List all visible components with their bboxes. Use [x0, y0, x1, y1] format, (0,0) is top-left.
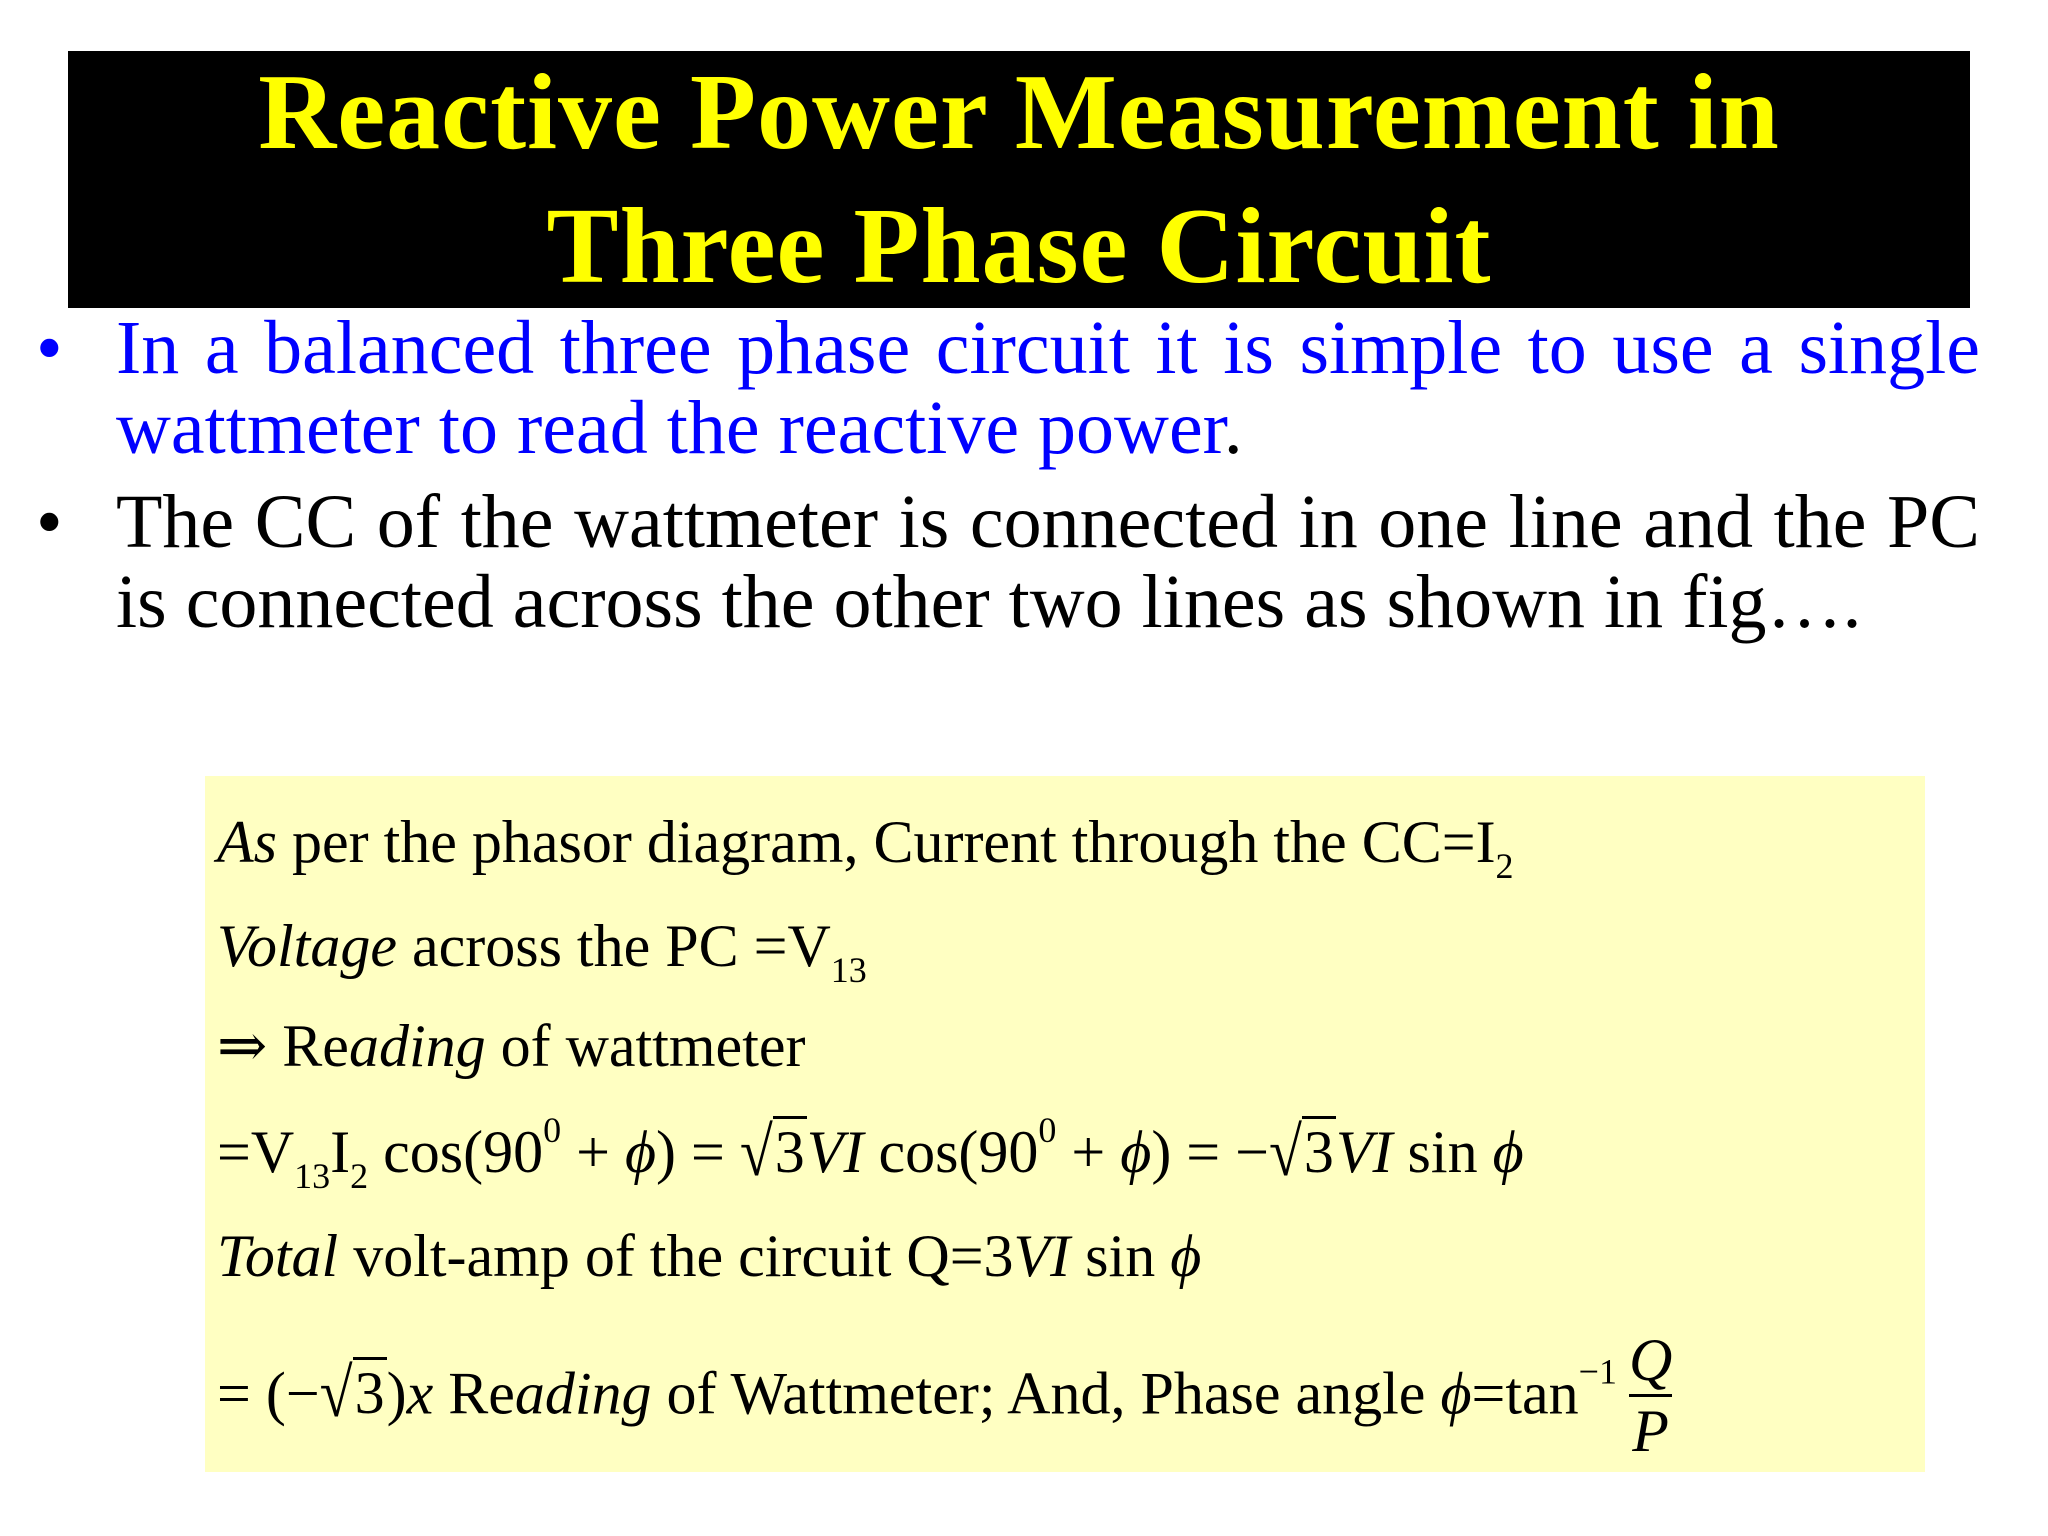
- formula-italic-word: VI: [806, 1119, 864, 1185]
- formula-text: per the phasor diagram, Current through the CC=I: [277, 809, 1496, 875]
- phi-symbol: ϕ: [1120, 1119, 1152, 1185]
- formula-text: =V: [217, 1119, 295, 1185]
- bullet-list: [30, 308, 1980, 642]
- radicand: 3: [353, 1357, 387, 1426]
- title-line-2: Three Phase Circuit: [546, 186, 1492, 306]
- superscript: 0: [543, 1110, 562, 1150]
- superscript: −1: [1578, 1351, 1617, 1392]
- phi-symbol: ϕ: [1170, 1223, 1202, 1289]
- formula-text: I: [330, 1119, 351, 1185]
- formula-line-reading: [217, 1013, 806, 1079]
- formula-italic-word: ading: [348, 1013, 486, 1079]
- formula-text: across the PC =V: [396, 913, 831, 979]
- implies-arrow: ⇒: [217, 1013, 268, 1079]
- bullet-dot: •: [36, 306, 63, 390]
- formula-line-phase-angle: [217, 1327, 1673, 1467]
- formula-italic-word: Voltage: [217, 913, 397, 979]
- formula-text: of Wattmeter; And, Phase angle: [651, 1360, 1441, 1427]
- formula-italic-word: x: [406, 1360, 434, 1427]
- bullet-item-1: [30, 308, 1980, 468]
- formula-italic-word: VI: [1335, 1119, 1393, 1185]
- formula-text: of wattmeter: [485, 1013, 806, 1079]
- formula-text: =tan: [1471, 1360, 1579, 1427]
- radicand: 3: [773, 1116, 807, 1185]
- formula-text: ) = −: [1151, 1119, 1269, 1185]
- radicand: 3: [1302, 1116, 1336, 1185]
- formula-text: Re: [433, 1360, 515, 1427]
- formula-text: volt-amp of the circuit Q=3: [338, 1223, 1014, 1289]
- title-line-1: Reactive Power Measurement in: [258, 52, 1780, 172]
- sqrt-symbol: [739, 1114, 807, 1190]
- radical-sign: √: [319, 1355, 353, 1432]
- phi-symbol: ϕ: [1492, 1119, 1524, 1185]
- subscript: 2: [350, 1156, 369, 1196]
- formula-line-current: [217, 809, 1514, 886]
- bullet-dot: •: [36, 480, 63, 564]
- formula-line-voltage: [217, 913, 867, 990]
- phi-symbol: ϕ: [1440, 1360, 1472, 1427]
- bullet-item-2: [30, 482, 1980, 642]
- fraction-numerator: Q: [1628, 1327, 1673, 1393]
- subscript: 2: [1495, 846, 1514, 886]
- formula-text: = (−: [217, 1360, 320, 1427]
- radical-sign: √: [739, 1114, 773, 1190]
- formula-text: sin: [1070, 1223, 1171, 1289]
- formula-italic-word: ading: [514, 1360, 652, 1427]
- formula-line-total-va: [217, 1223, 1202, 1289]
- fraction-denominator: P: [1632, 1398, 1669, 1464]
- bullet-text-1: In a balanced three phase circuit it is simple to use a single wattmeter to read the reactive power: [116, 306, 1980, 470]
- formula-box: [205, 776, 1925, 1472]
- subscript: 13: [830, 950, 867, 990]
- sqrt-symbol: [1268, 1114, 1336, 1190]
- phi-symbol: ϕ: [624, 1119, 657, 1185]
- formula-text: sin: [1392, 1119, 1493, 1185]
- superscript: 0: [1038, 1110, 1057, 1150]
- formula-line-wattmeter-eq: [217, 1110, 1524, 1196]
- formula-italic-word: As: [217, 809, 277, 875]
- formula-italic-word: VI: [1013, 1223, 1071, 1289]
- radical-sign: √: [1268, 1114, 1302, 1190]
- fraction-q-over-p: [1629, 1328, 1672, 1463]
- bullet-text-2: The CC of the wattmeter is connected in one line and the PC is connected across the other two lines as shown in fig….: [116, 480, 1980, 644]
- formula-text: +: [1056, 1119, 1121, 1185]
- formula-text: cos(90: [368, 1119, 544, 1185]
- formula-italic-word: Total: [217, 1223, 339, 1289]
- title-banner: [68, 51, 1970, 308]
- bullet-period: .: [1223, 386, 1243, 470]
- formula-text: cos(90: [863, 1119, 1039, 1185]
- subscript: 13: [294, 1156, 331, 1196]
- formula-text: ): [386, 1360, 407, 1427]
- formula-text: Re: [267, 1013, 349, 1079]
- formula-text: +: [561, 1119, 625, 1185]
- formula-text: ) =: [656, 1119, 740, 1185]
- fraction-bar: [1629, 1394, 1672, 1397]
- sqrt-symbol: [319, 1355, 387, 1432]
